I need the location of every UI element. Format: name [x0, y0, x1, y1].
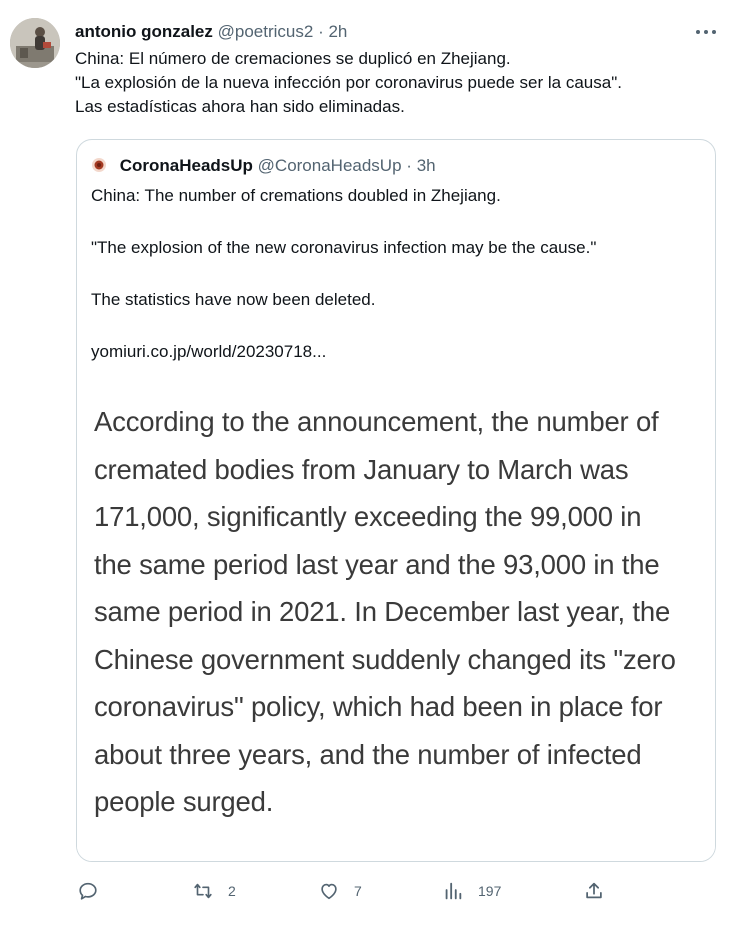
quote-separator-dot: ·: [406, 156, 412, 175]
quote-paragraph: "The explosion of the new coronavirus infection may be the cause.": [91, 238, 597, 257]
tweet-text-line: China: El número de cremaciones se duplicó en Zhejiang.: [75, 49, 511, 68]
quote-link[interactable]: yomiuri.co.jp/world/20230718...: [91, 342, 327, 361]
avatar[interactable]: [10, 18, 60, 68]
retweet-count: 2: [228, 883, 236, 899]
views-button[interactable]: [442, 876, 501, 906]
tweet-header: [75, 20, 347, 44]
quote-header: [91, 154, 436, 178]
image-text-line: about three years, and the number of infected: [94, 738, 642, 770]
quote-image[interactable]: [77, 380, 715, 861]
image-text: [94, 398, 706, 826]
like-icon: [318, 880, 340, 902]
reply-icon: [77, 880, 99, 902]
tweet-text-line: "La explosión de la nueva infección por coronavirus puede ser la causa".: [75, 73, 622, 92]
image-text-line: same period in 2021. In December last year, the: [94, 596, 671, 627]
quote-author-handle[interactable]: @CoronaHeadsUp: [257, 156, 402, 175]
quote-paragraph: The statistics have now been deleted.: [91, 290, 376, 309]
quoted-tweet[interactable]: [76, 139, 716, 862]
reply-button[interactable]: [77, 876, 113, 906]
quote-paragraph: China: The number of cremations doubled in Zhejiang.: [91, 186, 501, 205]
share-button[interactable]: [583, 876, 605, 906]
views-icon: [442, 880, 464, 902]
tweet-text: [75, 47, 735, 119]
image-text-line: people surged.: [94, 786, 274, 817]
image-text-line: coronavirus" policy, which had been in place for: [94, 691, 663, 722]
separator-dot: ·: [318, 22, 324, 41]
image-text-line: According to the announcement, the number of: [94, 406, 659, 437]
quote-avatar-icon[interactable]: [91, 156, 107, 172]
image-text-line: cremated bodies from January to March was: [94, 453, 629, 485]
retweet-icon: [192, 880, 214, 902]
share-icon: [583, 880, 605, 902]
quote-time[interactable]: 3h: [416, 156, 436, 175]
like-button[interactable]: [318, 876, 362, 906]
views-count: 197: [478, 883, 502, 899]
author-handle[interactable]: @poetricus2: [217, 22, 314, 41]
avatar-image: [10, 18, 60, 68]
action-bar: [0, 876, 748, 906]
image-text-line: the same period last year and the 93,000 in the: [94, 548, 660, 580]
quote-author-name[interactable]: CoronaHeadsUp: [119, 156, 253, 175]
image-text-line: Chinese government suddenly changed its "zero: [94, 643, 676, 675]
retweet-button[interactable]: [192, 876, 236, 906]
more-horizontal-icon[interactable]: [692, 20, 720, 44]
tweet-time[interactable]: 2h: [328, 22, 348, 41]
quote-text: [91, 184, 701, 392]
author-name[interactable]: antonio gonzalez: [75, 22, 213, 41]
like-count: 7: [354, 883, 362, 899]
tweet-text-line: Las estadísticas ahora han sido eliminadas.: [75, 97, 405, 116]
image-text-line: 171,000, significantly exceeding the 99,000 in: [94, 501, 642, 532]
